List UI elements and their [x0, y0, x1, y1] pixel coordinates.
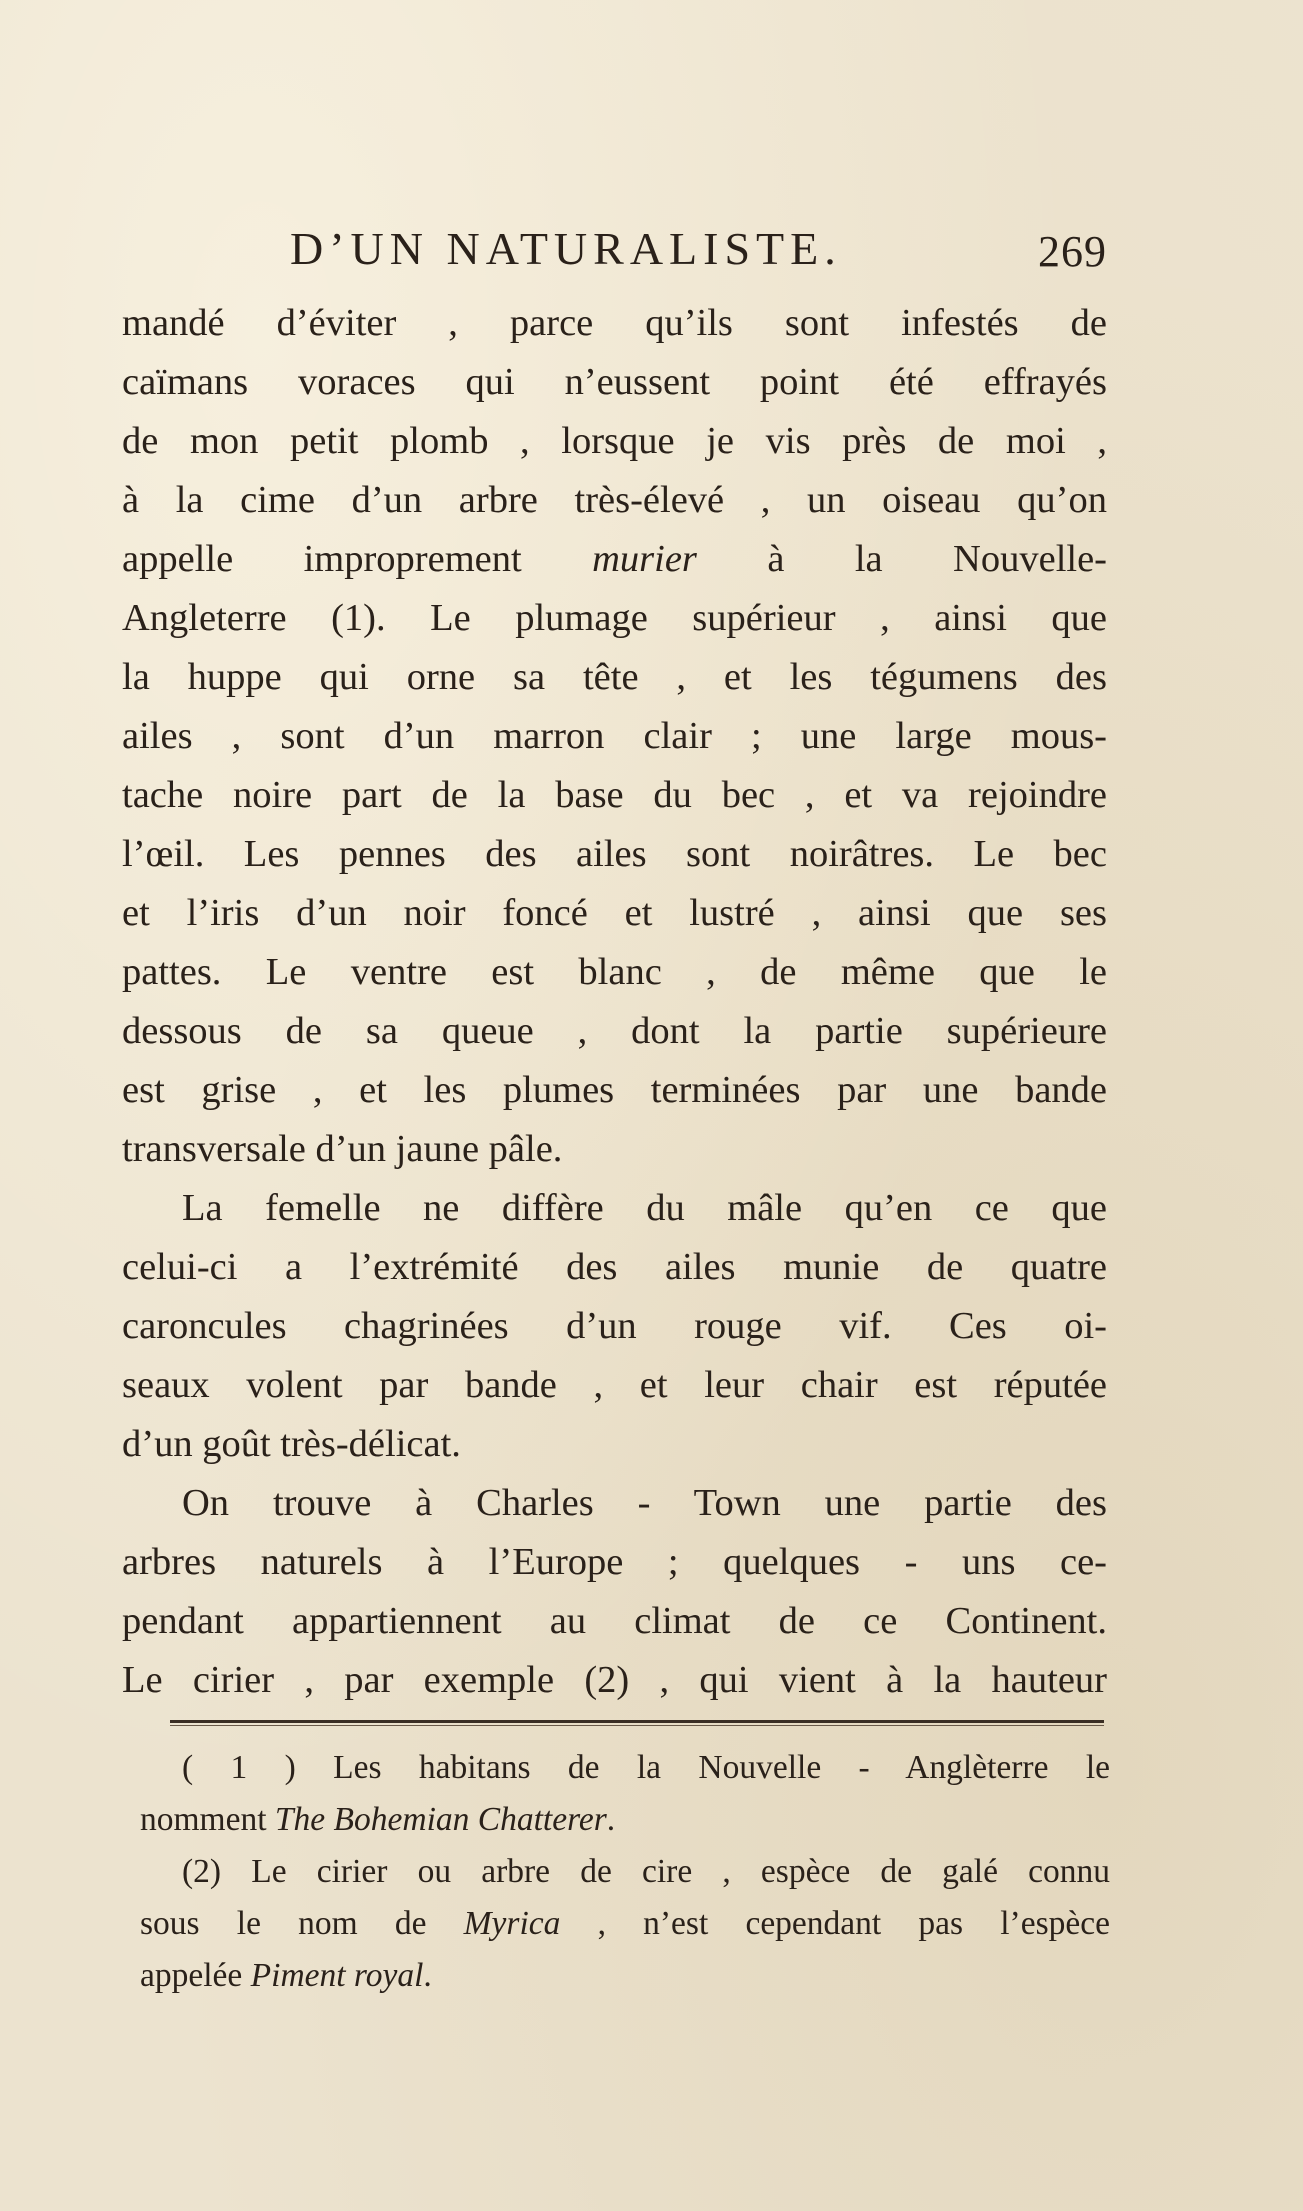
text-line: On trouve à Charles - Town une partie des — [182, 1482, 1107, 1524]
text-line: la huppe qui orne sa tête , et les tégumens des — [122, 656, 1107, 698]
text-line: et l’iris d’un noir foncé et lustré , ainsi que ses — [122, 892, 1107, 934]
running-title: D’UN NATURALISTE. — [290, 223, 842, 274]
text-line: Le cirier , par exemple (2) , qui vient à la hauteur — [122, 1659, 1107, 1701]
text-line: Angleterre (1). Le plumage supérieur , ainsi que — [122, 597, 1107, 639]
text-span: à la Nouvelle- — [696, 538, 1107, 580]
text-line: caïmans voraces qui n’eussent point été effrayés — [122, 361, 1107, 403]
text-span: nomment — [140, 1801, 275, 1838]
italic-term: Piment royal — [250, 1957, 424, 1994]
text-line: d’un goût très-délicat. — [122, 1423, 461, 1465]
text-line: l’œil. Les pennes des ailes sont noirâtres. Le bec — [122, 833, 1107, 875]
text-line: transversale d’un jaune pâle. — [122, 1128, 563, 1170]
text-line: seaux volent par bande , et leur chair est réputée — [122, 1364, 1107, 1406]
page-number: 269 — [1038, 227, 1107, 276]
text-line: La femelle ne diffère du mâle qu’en ce que — [182, 1187, 1107, 1229]
text-line: à la cime d’un arbre très-élevé , un oiseau qu’on — [122, 479, 1107, 521]
text-line: ailes , sont d’un marron clair ; une large mous- — [122, 715, 1107, 757]
footnote-line — [140, 1794, 1110, 1846]
text-span: appelée — [140, 1957, 251, 1994]
text-line: de mon petit plomb , lorsque je vis près de moi , — [122, 420, 1107, 462]
footnotes — [140, 1742, 1110, 2002]
text-line — [122, 530, 1107, 589]
italic-term: murier — [592, 538, 697, 580]
text-line: mandé d’éviter , parce qu’ils sont infestés de — [122, 302, 1107, 344]
footnote-line: ( 1 ) Les habitans de la Nouvelle - Anglèterre le — [182, 1749, 1110, 1786]
italic-term: Myrica — [463, 1905, 561, 1942]
text-line: celui-ci a l’extrémité des ailes munie de quatre — [122, 1246, 1107, 1288]
footnote-rule — [170, 1720, 1104, 1723]
main-text — [122, 294, 1107, 1710]
footnote-line: (2) Le cirier ou arbre de cire , espèce de galé connu — [182, 1853, 1110, 1890]
text-line: est grise , et les plumes terminées par une bande — [122, 1069, 1107, 1111]
text-line: arbres naturels à l’Europe ; quelques - uns ce- — [122, 1541, 1107, 1583]
text-line: tache noire part de la base du bec , et va rejoindre — [122, 774, 1107, 816]
text-line: caroncules chagrinées d’un rouge vif. Ces oi- — [122, 1305, 1107, 1347]
text-span: . — [606, 1801, 616, 1838]
text-line: dessous de sa queue , dont la partie supérieure — [122, 1010, 1107, 1052]
text-span: , n’est cependant pas l’espèce — [560, 1905, 1110, 1942]
page-header — [122, 222, 1107, 282]
footnote-line — [140, 1950, 1110, 2002]
text-line: pattes. Le ventre est blanc , de même que le — [122, 951, 1107, 993]
footnote-line — [140, 1898, 1110, 1950]
text-span: . — [423, 1957, 432, 1994]
italic-term: The Bohemian Chatterer — [274, 1801, 607, 1838]
text-line: pendant appartiennent au climat de ce Continent. — [122, 1600, 1107, 1642]
text-span: sous le nom de — [140, 1905, 464, 1942]
text-span: appelle improprement — [122, 538, 593, 580]
